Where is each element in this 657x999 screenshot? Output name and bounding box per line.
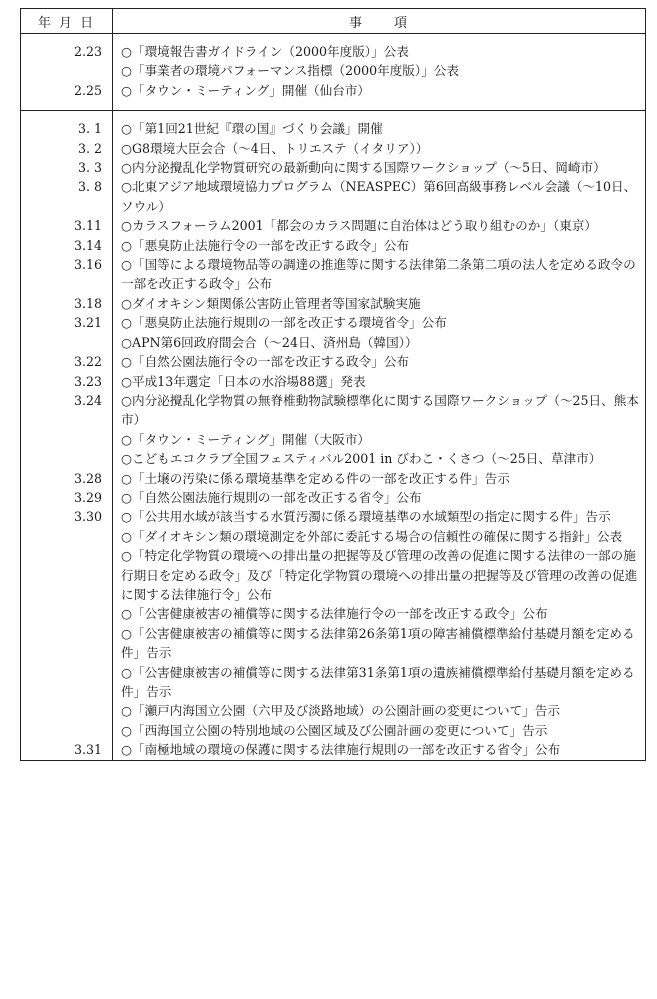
row-text: ○「西海国立公園の特別地域の公園区域及び公園計画の変更について」告示 <box>113 721 646 740</box>
table-row <box>21 391 646 430</box>
table-row <box>21 34 646 62</box>
row-text: ○「南極地域の環境の保護に関する法律施行規則の一部を改正する省令」公布 <box>113 740 646 760</box>
row-text: ○「公害健康被害の補償等に関する法律第31条第1項の遺族補償標準給付基礎月額を定める件」告示 <box>113 663 646 702</box>
row-date: 3.22 <box>21 352 113 371</box>
row-date: 3.23 <box>21 372 113 391</box>
row-text: ○平成13年選定「日本の水浴場88選」発表 <box>113 372 646 391</box>
table-header-row <box>21 9 646 34</box>
row-text: ○「第1回21世紀『環の国』づくり会議」開催 <box>113 111 646 139</box>
row-date <box>21 333 113 352</box>
row-text: ○G8環境大臣会合（～4日、トリエステ（イタリア）） <box>113 139 646 158</box>
row-text: ○「環境報告書ガイドライン（2000年度版）」公表 <box>113 34 646 62</box>
item-column-header: 事 項 <box>113 9 646 34</box>
table-row <box>21 177 646 216</box>
row-text: ○内分泌攪乱化学物質研究の最新動向に関する国際ワークショップ（～5日、岡崎市） <box>113 158 646 177</box>
table-row <box>21 488 646 507</box>
row-text: ○「公害健康被害の補償等に関する法律施行令の一部を改正する政令」公布 <box>113 604 646 623</box>
row-date <box>21 546 113 604</box>
row-text: ○「国等による環境物品等の調達の推進等に関する法律第二条第二項の法人を定める政令の一部を改正する政令」公布 <box>113 255 646 294</box>
row-date: 3. 2 <box>21 139 113 158</box>
row-date: 3. 8 <box>21 177 113 216</box>
table-row <box>21 352 646 371</box>
row-date: 3. 1 <box>21 111 113 139</box>
row-text: ○「悪臭防止法施行令の一部を改正する政令」公布 <box>113 236 646 255</box>
table-row <box>21 372 646 391</box>
row-text: ○「ダイオキシン類の環境測定を外部に委託する場合の信頼性の確保に関する指針」公表 <box>113 527 646 546</box>
row-text: ○「事業者の環境パフォーマンス指標（2000年度版）」公表 <box>113 61 646 80</box>
table-row <box>21 624 646 663</box>
row-text: ○「自然公園法施行規則の一部を改正する省令」公布 <box>113 488 646 507</box>
table-row <box>21 255 646 294</box>
row-date: 3.18 <box>21 294 113 313</box>
row-date: 3.29 <box>21 488 113 507</box>
row-date <box>21 449 113 468</box>
table-row <box>21 61 646 80</box>
row-date <box>21 527 113 546</box>
row-date: 2.23 <box>21 34 113 62</box>
row-date: 3.30 <box>21 507 113 526</box>
table-row <box>21 333 646 352</box>
row-date: 3.21 <box>21 313 113 332</box>
row-text: ○「悪臭防止法施行規則の一部を改正する環境省令」公布 <box>113 313 646 332</box>
row-text: ○北東アジア地域環境協力プログラム（NEASPEC）第6回高級事務レベル会議（～10日、ソウル） <box>113 177 646 216</box>
row-date: 3.28 <box>21 469 113 488</box>
table-row <box>21 527 646 546</box>
table-row <box>21 158 646 177</box>
row-date: 2.25 <box>21 81 113 111</box>
date-column-header: 年 月 日 <box>21 9 113 34</box>
row-text: ○APN第6回政府間会合（～24日、済州島（韓国）） <box>113 333 646 352</box>
table-row <box>21 216 646 235</box>
row-date <box>21 624 113 663</box>
row-text: ○「タウン・ミーティング」開催（仙台市） <box>113 81 646 111</box>
table-row <box>21 111 646 139</box>
row-text: ○「土壌の汚染に係る環境基準を定める件の一部を改正する件」告示 <box>113 469 646 488</box>
row-text: ○「タウン・ミーティング」開催（大阪市） <box>113 430 646 449</box>
table-row <box>21 701 646 720</box>
row-date: 3.24 <box>21 391 113 430</box>
row-date <box>21 430 113 449</box>
chronology-table <box>20 8 646 761</box>
row-text: ○「瀬戸内海国立公園（六甲及び淡路地域）の公園計画の変更について」告示 <box>113 701 646 720</box>
table-row <box>21 546 646 604</box>
row-date <box>21 604 113 623</box>
row-date: 3.16 <box>21 255 113 294</box>
row-date: 3.11 <box>21 216 113 235</box>
row-text: ○ダイオキシン類関係公害防止管理者等国家試験実施 <box>113 294 646 313</box>
table-row <box>21 449 646 468</box>
table-row <box>21 139 646 158</box>
table-row <box>21 469 646 488</box>
row-text: ○カラスフォーラム2001「都会のカラス問題に自治体はどう取り組むのか」（東京） <box>113 216 646 235</box>
row-date <box>21 701 113 720</box>
row-date <box>21 663 113 702</box>
row-text: ○「公害健康被害の補償等に関する法律第26条第1項の障害補償標準給付基礎月額を定める件」告示 <box>113 624 646 663</box>
row-date <box>21 721 113 740</box>
table-row <box>21 604 646 623</box>
row-text: ○こどもエコクラブ全国フェスティバル2001 in びわこ・くさつ（～25日、草津市） <box>113 449 646 468</box>
table-row <box>21 740 646 760</box>
row-text: ○内分泌攪乱化学物質の無脊椎動物試験標準化に関する国際ワークショップ（～25日、熊本市） <box>113 391 646 430</box>
table-row <box>21 430 646 449</box>
table-row <box>21 507 646 526</box>
row-text: ○「特定化学物質の環境への排出量の把握等及び管理の改善の促進に関する法律の一部の施行期日を定める政令」及び「特定化学物質の環境への排出量の把握等及び管理の改善の促進に関する法律施行令」公布 <box>113 546 646 604</box>
row-date: 3.14 <box>21 236 113 255</box>
table-row <box>21 81 646 111</box>
table-row <box>21 663 646 702</box>
row-date <box>21 61 113 80</box>
row-text: ○「公共用水域が該当する水質汚濁に係る環境基準の水域類型の指定に関する件」告示 <box>113 507 646 526</box>
table-row <box>21 313 646 332</box>
row-date: 3. 3 <box>21 158 113 177</box>
table-row <box>21 294 646 313</box>
chronology-table-wrapper <box>20 8 645 761</box>
table-row <box>21 236 646 255</box>
row-date: 3.31 <box>21 740 113 760</box>
table-row <box>21 721 646 740</box>
row-text: ○「自然公園法施行令の一部を改正する政令」公布 <box>113 352 646 371</box>
